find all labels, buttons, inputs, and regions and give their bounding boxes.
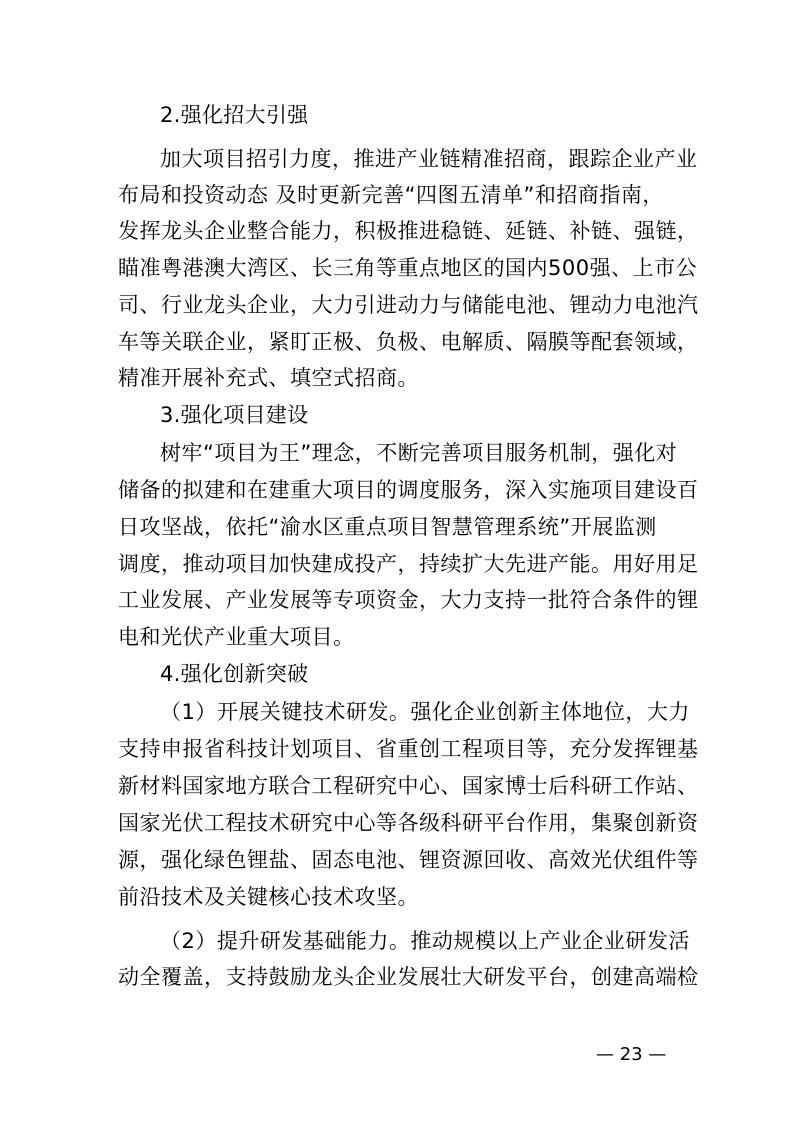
paragraph-line: 储备的拟建和在建重大项目的调度服务，深入实施项目建设百	[118, 478, 699, 502]
paragraph-line: 前沿技术及关键核心技术攻坚。	[118, 885, 419, 909]
paragraph-line: 加大项目招引力度，推进产业链精准招商，跟踪企业产业	[160, 147, 698, 171]
paragraph-line: 电和光伏产业重大项目。	[118, 625, 355, 649]
paragraph-line: 新材料国家地方联合工程研究中心、国家博士后科研工作站、	[118, 774, 699, 798]
section-heading: 2.强化招大引强	[160, 103, 309, 127]
paragraph-line: 日攻坚战，依托“渝水区重点项目智慧管理系统”开展监测	[118, 515, 657, 539]
paragraph-line: 司、行业龙头企业，大力引进动力与储能电池、锂动力电池汽	[118, 293, 699, 317]
paragraph-line: （2）提升研发基础能力。推动规模以上产业企业研发活	[160, 929, 690, 953]
paragraph-line: 布局和投资动态 及时更新完善“四图五清单”和招商指南，	[118, 183, 664, 207]
paragraph-line: 发挥龙头企业整合能力，积极推进稳链、延链、补链、强链，	[118, 219, 699, 243]
paragraph-line: （1）开展关键技术研发。强化企业创新主体地位，大力	[160, 700, 690, 724]
paragraph-line: 瞄准粤港澳大湾区、长三角等重点地区的国内500强、上市公	[118, 256, 698, 280]
paragraph-line: 调度，推动项目加快建成投产，持续扩大先进产能。用好用足	[118, 552, 699, 576]
paragraph-line: 源，强化绿色锂盐、固态电池、锂资源回收、高效光伏组件等	[118, 848, 699, 872]
section-heading: 3.强化项目建设	[160, 403, 309, 427]
paragraph-line: 工业发展、产业发展等专项资金，大力支持一批符合条件的锂	[118, 588, 699, 612]
paragraph-line: 动全覆盖，支持鼓励龙头企业发展壮大研发平台，创建高端检	[118, 965, 699, 989]
paragraph-line: 车等关联企业，紧盯正极、负极、电解质、隔膜等配套领域，	[118, 330, 699, 354]
paragraph-line: 国家光伏工程技术研究中心等各级科研平台作用，集聚创新资	[118, 811, 699, 835]
section-heading: 4.强化创新突破	[160, 662, 309, 686]
paragraph-line: 支持申报省科技计划项目、省重创工程项目等，充分发挥锂基	[118, 737, 699, 761]
paragraph-line: 精准开展补充式、填空式招商。	[118, 366, 419, 390]
page-number: — 23 —	[596, 1044, 667, 1065]
paragraph-line: 树牢“项目为王”理念，不断完善项目服务机制，强化对	[160, 441, 678, 465]
